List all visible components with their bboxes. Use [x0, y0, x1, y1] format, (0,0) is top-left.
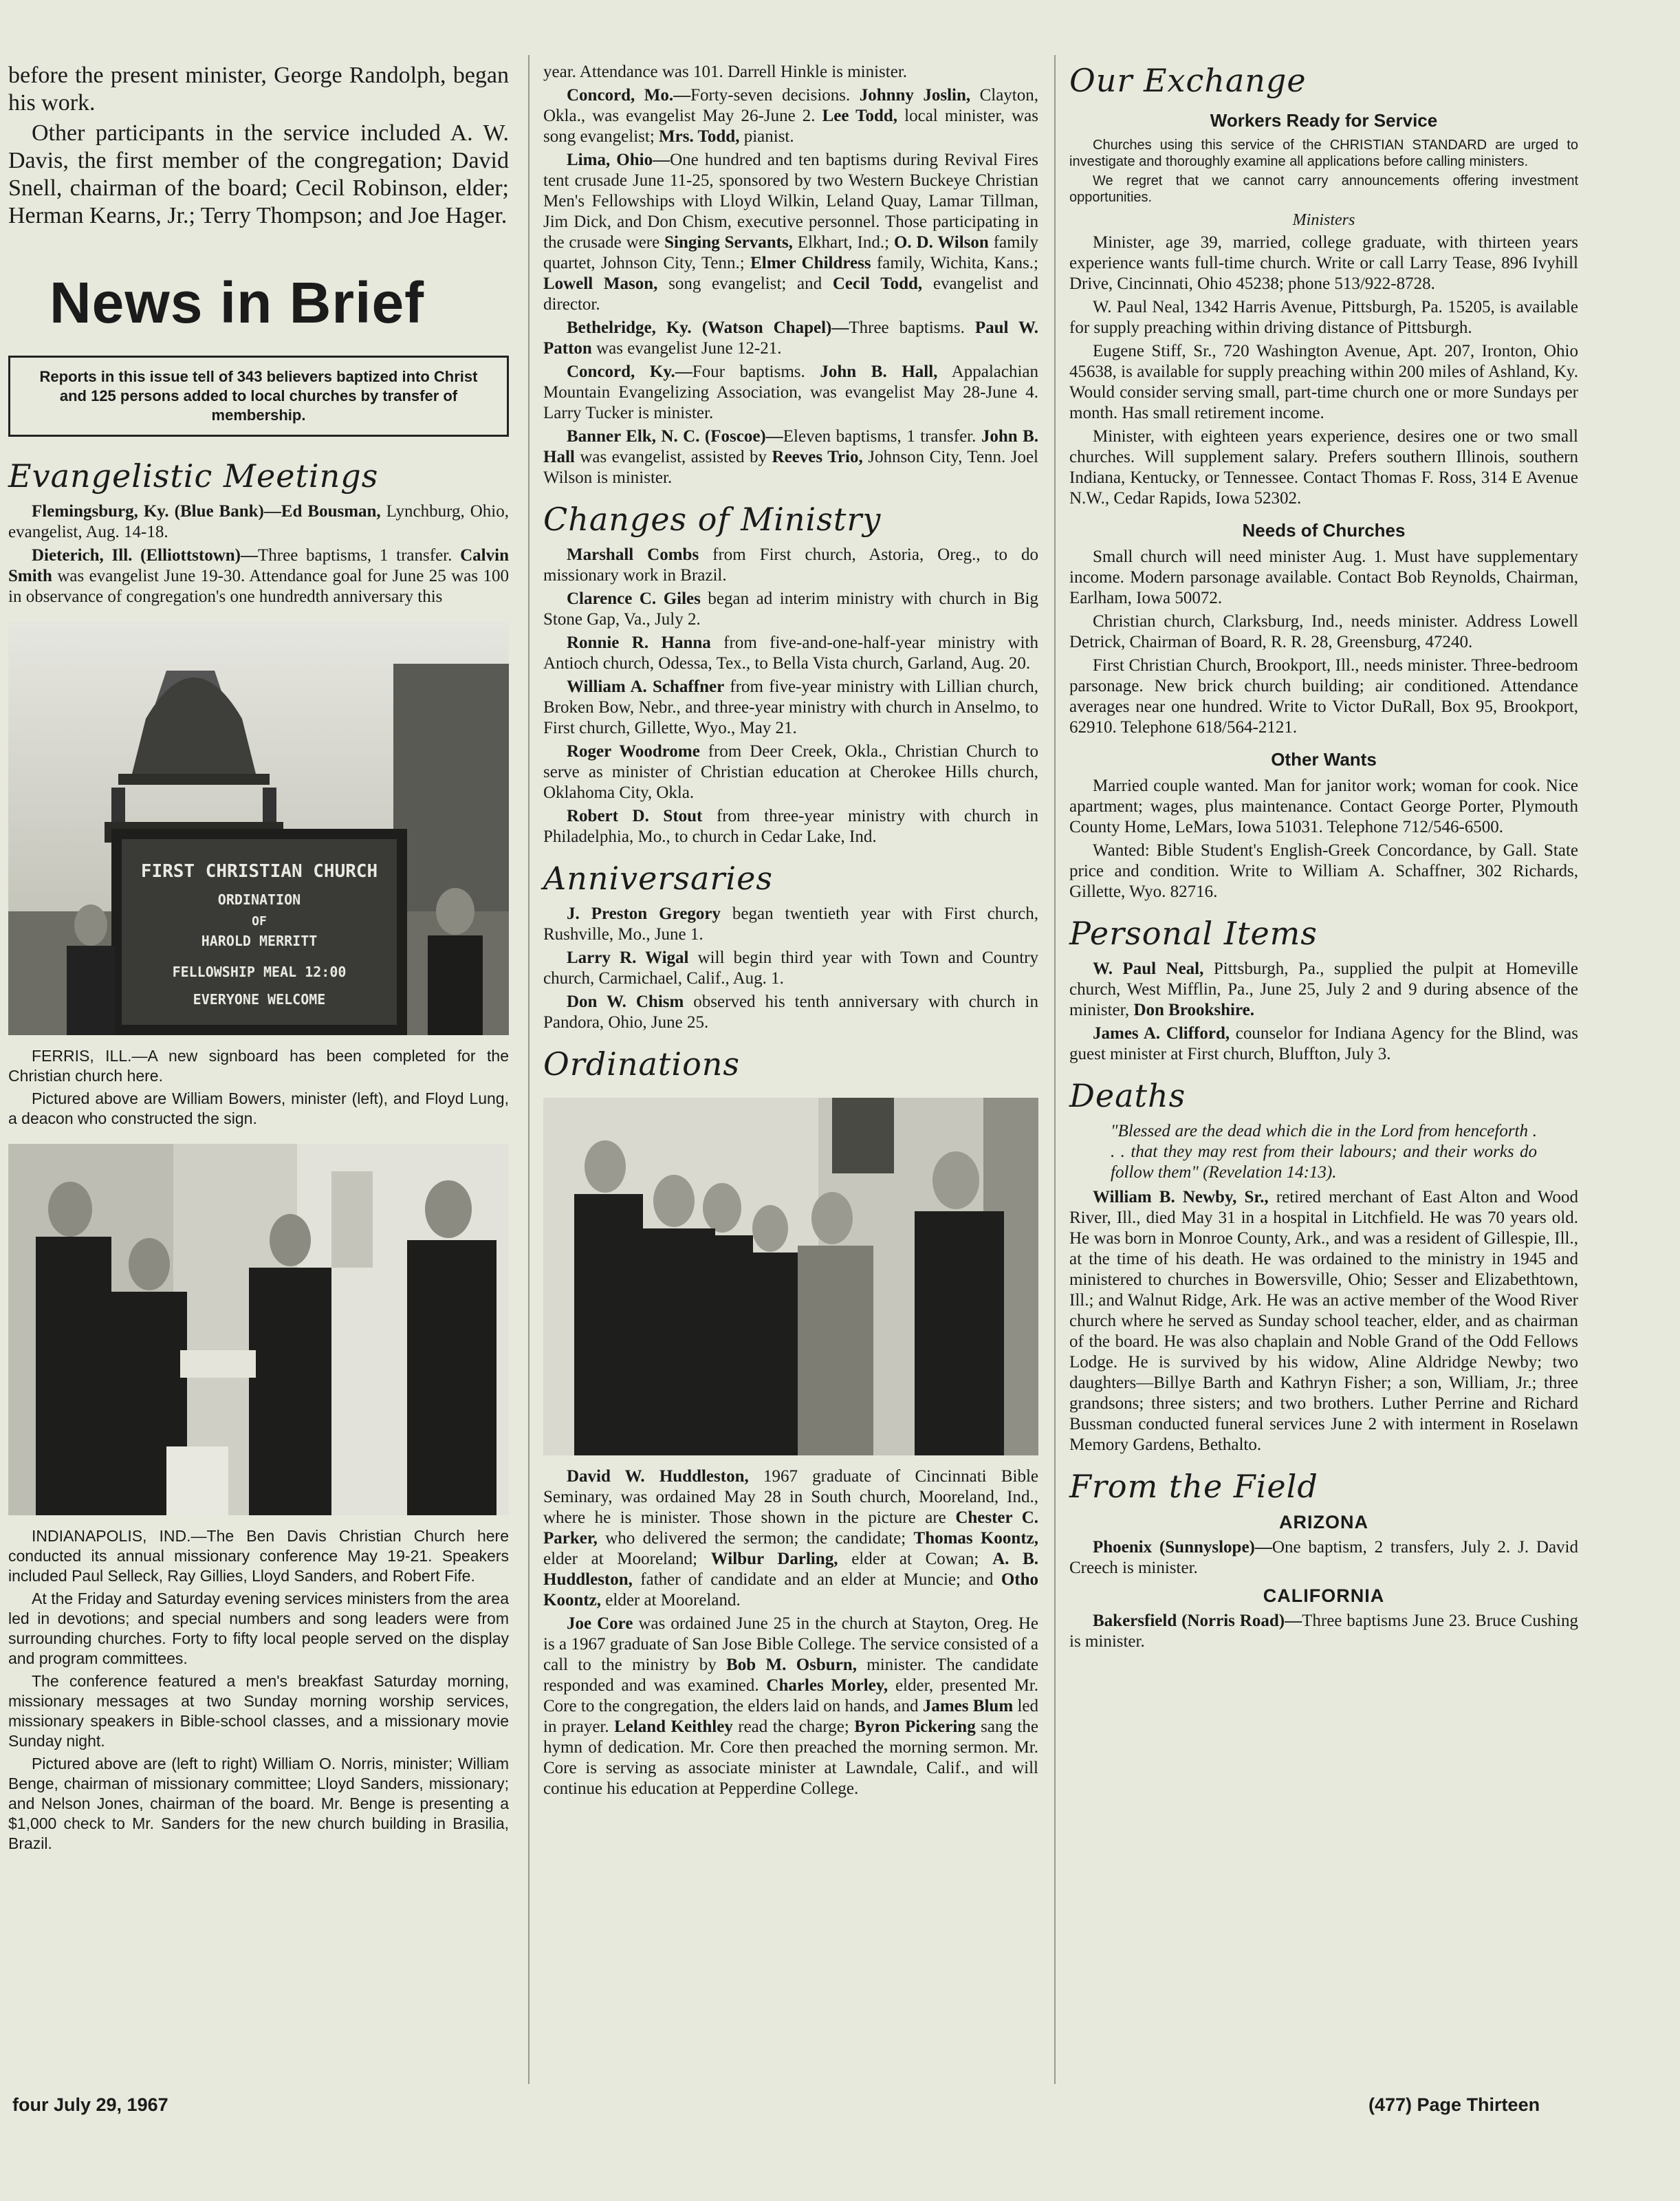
news-item: Marshall Combs from First church, Astoria, Oreg., to do missionary work in Brazil.: [543, 545, 1038, 585]
needs-of-churches-heading: Needs of Churches: [1242, 520, 1406, 541]
sign-line: HAROLD MERRITT: [201, 933, 318, 949]
news-item: Concord, Mo.—Forty-seven decisions. Johnny Joslin, Clayton, Okla., was evangelist May 26-June 2. Lee Todd, local minister, was song evangelist; Mrs. Todd, pianist.: [543, 86, 1038, 146]
personal-items-heading: Personal Items: [1069, 915, 1318, 952]
news-item: Joe Core was ordained June 25 in the church at Stayton, Oreg. He is a 1967 graduate of San Jose Bible College. The service consisted of a call to the ministry by Bob M. Osburn, minister. The candidate responded and was examined. Charles Morley, elder, presented Mr. Core to the congregation, the elders laid on hands, and James Blum led in prayer. Leland Keithley read the charge; Byron Pickering sang the hymn of dedication. Mr. Core then preached the morning sermon. Mr. Core is serving as associate minister at Lawndale, Calif., and will continue his education at Pepperdine College.: [543, 1614, 1039, 1798]
column-middle: [543, 62, 1038, 1802]
photo-huddleston-ordination: [543, 1098, 1038, 1455]
news-item: J. Preston Gregory began twentieth year with First church, Rushville, Mo., June 1.: [543, 904, 1038, 944]
column-rule: [1054, 55, 1056, 2084]
scripture-quote: "Blessed are the dead which die in the Lord from henceforth . . . that they may rest from their labours; and their works do follow them" (Revelation 14:13).: [1111, 1122, 1537, 1182]
footer-date: four July 29, 1967: [12, 2094, 168, 2115]
news-item: Flemingsburg, Ky. (Blue Bank)—Ed Bousman, Lynchburg, Ohio, evangelist, Aug. 14-18.: [8, 502, 509, 541]
news-item: year. Attendance was 101. Darrell Hinkle is minister.: [543, 63, 908, 81]
photo-ferris-signboard: [8, 622, 509, 1035]
sign-line: FELLOWSHIP MEAL 12:00: [172, 964, 347, 980]
sign-line: OF: [252, 914, 267, 929]
state-heading: ARIZONA: [1279, 1512, 1368, 1532]
news-item: Phoenix (Sunnyslope)—One baptism, 2 transfers, July 2. J. David Creech is minister.: [1069, 1538, 1579, 1577]
classified-item: Small church will need minister Aug. 1. Must have supplementary income. Modern parsonage available. Contact Bob Reynolds, Chairman, Earlham, Iowa 50072.: [1069, 547, 1578, 607]
news-item: Banner Elk, N. C. (Foscoe)—Eleven baptisms, 1 transfer. John B. Hall was evangelist, assisted by Reeves Trio, Johnson City, Tenn. Joel Wilson is minister.: [543, 427, 1039, 487]
news-item: Larry R. Wigal will begin third year with Town and Country church, Carmichael, Calif., Aug. 1.: [543, 948, 1038, 988]
sign-line: EVERYONE WELCOME: [193, 991, 326, 1008]
photo-caption: The conference featured a men's breakfast Saturday morning, missionary messages at two Sunday morning worship services, missionary speakers in Bible-school classes, and a missionary movie Sunday night.: [8, 1672, 509, 1750]
photo-caption: Pictured above are (left to right) William O. Norris, minister; William Benge, chairman of missionary committee; Lloyd Sanders, missionary; and Nelson Jones, chairman of the board. Mr. Benge is presenting a $1,000 check to Mr. Sanders for the new church building in Brasilia, Brazil.: [8, 1755, 509, 1852]
obituary-item: William B. Newby, Sr., retired merchant of East Alton and Wood River, Ill., died May 31 in a hospital in Litchfield. He was 70 years old. He was born in Monroe County, Ark., and was a resident of Gillespie, Ill., at the time of his death. He was ordained to the ministry in 1945 and ministered to churches in Bowersville, Ohio; Sesser and Elizabethtown, Ill.; and Walnut Ridge, Ark. He was an active member of the Wood River church where he served as Sunday school teacher, elder, and as chairman of the board. He was also chaplain and Noble Grand of the Odd Fellows Lodge. He is survived by his widow, Aline Aldridge Newby; two daughters—Billye Barth and Kathryn Fisher; a son, William, Jr.; three grandsons; three sisters; and two brothers. Luther Perrine and Richard Bussman conducted funeral services June 2 with interment in Roselawn Memory Gardens, Bethalto.: [1069, 1188, 1579, 1454]
news-item: Don W. Chism observed his tenth anniversary with church in Pandora, Ohio, June 25.: [543, 993, 1038, 1032]
exchange-note: Churches using this service of the CHRISTIAN STANDARD are urged to investigate and thoroughly examine all applications before calling ministers.: [1069, 138, 1578, 169]
classified-item: Wanted: Bible Student's English-Greek Concordance, by Gall. State price and condition. Write to William A. Schaffner, 302 Richards, Gillette, Wyo. 82716.: [1069, 841, 1578, 901]
photo-caption: INDIANAPOLIS, IND.—The Ben Davis Christian Church here conducted its annual missionary conference May 19-21. Speakers included Paul Selleck, Ray Gillies, Lloyd Sanders, and Robert Fife.: [8, 1527, 509, 1585]
photo-caption: At the Friday and Saturday evening services ministers from the area led in devotions; and special numbers and song leaders were from surrounding churches. Forty to fifty local people served on the display and program committees.: [8, 1590, 509, 1667]
intro-paragraph: Other participants in the service included A. W. Davis, the first member of the congregation; David Snell, chairman of the board; Cecil Robinson, elder; Herman Kearns, Jr.; Terry Thompson; and Joe Hager.: [8, 120, 509, 228]
column-left: [8, 62, 509, 1856]
news-item: Bakersfield (Norris Road)—Three baptisms June 23. Bruce Cushing is minister.: [1069, 1612, 1578, 1651]
photo-caption: FERRIS, ILL.—A new signboard has been completed for the Christian church here.: [8, 1047, 509, 1085]
news-summary-box: Reports in this issue tell of 343 believers baptized into Christ and 125 persons added to local churches by transfer of membership.: [8, 356, 509, 437]
news-item: Clarence C. Giles began ad interim ministry with church in Big Stone Gap, Va., July 2.: [543, 589, 1038, 629]
evangelistic-meetings-heading: Evangelistic Meetings: [8, 457, 379, 495]
news-item: Dieterich, Ill. (Elliottstown)—Three baptisms, 1 transfer. Calvin Smith was evangelist June 19-30. Attendance goal for June 25 was 100 in observance of congregation's one hundredth anniversary this: [8, 546, 509, 606]
footer-page-number: (477) Page Thirteen: [1368, 2094, 1540, 2115]
news-item: Bethelridge, Ky. (Watson Chapel)—Three baptisms. Paul W. Patton was evangelist June 12-21.: [543, 318, 1038, 358]
news-item: Robert D. Stout from three-year ministry with church in Philadelphia, Mo., to church in Cedar Lake, Ind.: [543, 807, 1038, 846]
classified-item: First Christian Church, Brookport, Ill., needs minister. Three-bedroom parsonage. New brick church building; air conditioned. Attendance averages near one hundred. Write to Victor DuRall, Box 95, Brookport, 62910. Telephone 618/564-2121.: [1069, 656, 1578, 737]
ministers-subheading: Ministers: [1292, 211, 1355, 229]
classified-item: Christian church, Clarksburg, Ind., needs minister. Address Lowell Detrick, Chairman of Board, R. R. 28, Greensburg, 47240.: [1069, 612, 1578, 651]
news-item: Concord, Ky.—Four baptisms. John B. Hall, Appalachian Mountain Evangelizing Association, was evangelist May 28-June 4. Larry Tucker is minister.: [543, 362, 1039, 422]
news-item: Ronnie R. Hanna from five-and-one-half-year ministry with Antioch church, Odessa, Tex., to Bella Vista church, Garland, Aug. 20.: [543, 633, 1038, 673]
news-item: James A. Clifford, counselor for Indiana Agency for the Blind, was guest minister at First church, Bluffton, July 3.: [1069, 1024, 1578, 1063]
classified-item: W. Paul Neal, 1342 Harris Avenue, Pittsburgh, Pa. 15205, is available for supply preaching within driving distance of Pittsburgh.: [1069, 298, 1578, 337]
exchange-note: We regret that we cannot carry announcements offering investment opportunities.: [1069, 173, 1578, 205]
news-item: David W. Huddleston, 1967 graduate of Cincinnati Bible Seminary, was ordained May 28 in South church, Mooreland, Ind., where he is minister. Those shown in the picture are Chester C. Parker, who delivered the sermon; the candidate; Thomas Koontz, elder at Mooreland; Wilbur Darling, elder at Cowan; A. B. Huddleston, father of candidate and an elder at Muncie; and Otho Koontz, elder at Mooreland.: [543, 1467, 1038, 1609]
photo-caption: Pictured above are William Bowers, minister (left), and Floyd Lung, a deacon who constructed the sign.: [8, 1089, 509, 1127]
state-heading: CALIFORNIA: [1263, 1585, 1385, 1606]
news-item: W. Paul Neal, Pittsburgh, Pa., supplied the pulpit at Homeville church, West Mifflin, Pa., June 25, July 2 and 9 during absence of the minister, Don Brookshire.: [1069, 959, 1579, 1019]
classified-item: Minister, with eighteen years experience, desires one or two small churches. Will supplement salary. Prefers southern Illinois, southern Indiana, Kentucky, or Tennessee. Contact Thomas F. Ross, 314 E Avenue N.W., Cedar Rapids, Iowa 52302.: [1069, 427, 1578, 508]
news-item: William A. Schaffner from five-year ministry with Lillian church, Broken Bow, Nebr., and three-year ministry with church in Anselmo, to First church, Gillette, Wyo., May 21.: [543, 677, 1038, 737]
sign-line: ORDINATION: [217, 891, 301, 908]
ordinations-heading: Ordinations: [543, 1045, 741, 1083]
from-the-field-heading: From the Field: [1069, 1468, 1318, 1505]
column-rule: [528, 55, 530, 2084]
changes-of-ministry-heading: Changes of Ministry: [543, 501, 882, 538]
deaths-heading: Deaths: [1069, 1077, 1186, 1114]
news-item: Roger Woodrome from Deer Creek, Okla., Christian Church to serve as minister of Christian education at Cherokee Hills church, Oklahoma City, Okla.: [543, 742, 1038, 802]
news-in-brief-title: News in Brief: [50, 270, 425, 335]
intro-paragraph: before the present minister, George Randolph, began his work.: [8, 63, 509, 116]
classified-item: Minister, age 39, married, college graduate, with thirteen years experience wants full-time church. Write or call Larry Tease, 896 Ivyhill Drive, Cincinnati, Ohio 45238; phone 513/922-8728.: [1069, 233, 1578, 293]
classified-item: Eugene Stiff, Sr., 720 Washington Avenue, Apt. 207, Ironton, Ohio 45638, is available for supply preaching within 200 miles of Ashland, Ky. Would consider serving small, part-time church one or more Sundays per month. Has small retirement income.: [1069, 342, 1578, 422]
news-item: Lima, Ohio—One hundred and ten baptisms during Revival Fires tent crusade June 11-25, sponsored by two Western Buckeye Christian Men's Fellowships with Lloyd Wilkin, Leland Quay, Lamar Tillman, Jim Dick, and Don Chism, executive personnel. Those participating in the crusade were Singing Servants, Elkhart, Ind.; O. D. Wilson family quartet, Johnson City, Tenn.; Elmer Childress family, Wichita, Kans.; Lowell Mason, song evangelist; and Cecil Todd, evangelist and director.: [543, 151, 1039, 314]
sign-line: FIRST CHRISTIAN CHURCH: [140, 861, 378, 882]
classified-item: Married couple wanted. Man for janitor work; woman for cook. Nice apartment; wages, plus maintenance. Contact George Porter, Plymouth County Home, LeMars, Iowa 51031. Telephone 712/546-6500.: [1069, 777, 1578, 836]
anniversaries-heading: Anniversaries: [543, 860, 773, 897]
our-exchange-heading: Our Exchange: [1069, 62, 1307, 99]
photo-indianapolis-conference: [8, 1144, 509, 1515]
column-right: [1069, 62, 1578, 1655]
workers-heading: Workers Ready for Service: [1210, 110, 1438, 131]
other-wants-heading: Other Wants: [1271, 749, 1377, 770]
